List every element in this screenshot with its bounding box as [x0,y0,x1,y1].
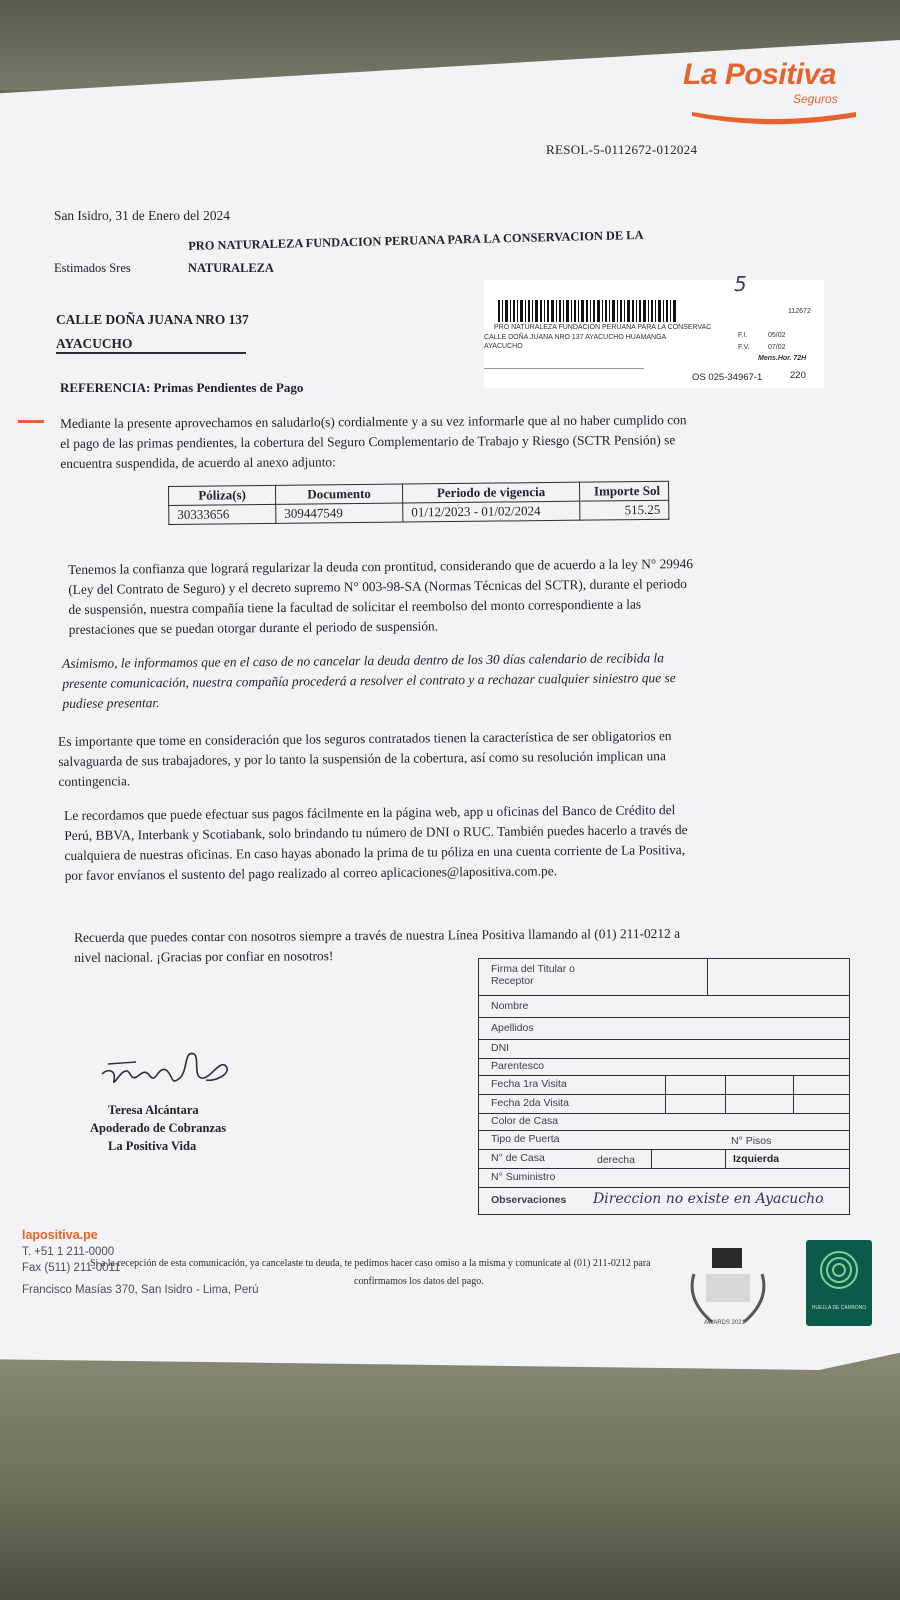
form-label: Nombre [491,1000,529,1012]
footer-phone: T. +51 1 211-0000 [22,1246,115,1258]
label-note: Mens.Hor. 72H [758,355,807,362]
paragraph-line: prestaciones que se puedan otorgar durante el periodo de suspensión. [68,618,439,637]
barcode-icon [498,300,688,322]
label-code: 112672 [788,308,811,315]
recipient-name-line1: PRO NATURALEZA FUNDACION PERUANA PARA LA CONSERVACION DE LA [188,227,644,253]
table-cell: 515.25 [580,500,669,520]
form-row [478,1114,850,1131]
form-row [478,1059,850,1076]
paragraph-line: Le recordamos que puede efectuar sus pagos fácilmente en la página web, app u oficinas del Banco de Crédito del [64,802,676,823]
greeting: Estimados Sres [54,261,131,275]
form-derecha-label: derecha [597,1154,635,1166]
table-cell: 30333656 [169,504,276,524]
brand-subtitle: Seguros [793,92,838,106]
form-label: Fecha 2da Visita [491,1097,570,1109]
form-label: Parentesco [491,1060,545,1072]
label-footer-code: OS 025-34967-1 [692,372,763,383]
form-row [478,1169,850,1188]
reception-form [478,958,850,1215]
table-cell: 309447549 [276,503,403,523]
intro-line: el pago de las primas pendientes, la cobertura del Seguro Complementario de Trabajo y Riesgo (SCTR Pensión) se [60,432,676,451]
label-city: AYACUCHO [484,343,523,350]
paragraph-line: de suspensión, nuestra compañía tiene la facultad de solicitar el reembolso del monto correspondiente a las [68,596,642,617]
table-cell: 01/12/2023 - 01/02/2024 [403,501,580,522]
label-rule [484,368,644,369]
signatory-company: La Positiva Vida [108,1139,197,1153]
paragraph-line: Recuerda que puedes contar con nosotros siempre a través de nuestra Línea Positiva llamando al (01) 211-0212 a [74,925,681,945]
address-label [484,272,824,388]
table-header: Importe Sol [579,481,668,501]
label-fi-key: F.I. [738,332,748,339]
label-handwritten-mark: 5 [734,272,747,296]
award-caption: AWARDS 2021 [704,1320,745,1326]
form-label: N° de Casa [491,1152,545,1164]
paragraph-line: Es importante que tome en consideración que los seguros contratados tienen la característica de ser obligatorios en [58,728,672,749]
reference-line: REFERENCIA: Primas Pendientes de Pago [60,380,304,395]
table-header: Póliza(s) [169,485,276,505]
paragraph-importance [58,724,859,792]
paragraph-line: presente comunicación, nuestra compañía procederá a resolver el contrato y a rechazar cualquier siniestro que se [62,670,676,691]
form-pisos-label: N° Pisos [731,1135,772,1147]
footer-address: Francisco Masías 370, San Isidro - Lima, Perú [22,1284,259,1296]
form-row [478,1018,850,1040]
fold-mark [18,420,44,423]
recipient-city: AYACUCHO [56,336,133,351]
form-row [478,1040,850,1059]
intro-line: encuentra suspendida, de acuerdo al anexo adjunto: [60,454,336,471]
footer-fax: Fax (511) 211-0011 [22,1262,121,1274]
form-row [478,1188,850,1215]
paragraph-line: por favor envíanos el sustento del pago realizado al correo aplicaciones@lapositiva.com.pe. [64,863,558,883]
footer-note-line1: Si a la recepción de esta comunicación, ya cancelaste tu deuda, te pedimos hacer caso omiso a la misma y comunicate al (01) 211-0212 para [90,1258,651,1269]
logo-swoosh-icon [690,104,860,128]
label-fv-value: 07/02 [768,344,786,351]
form-row [478,996,850,1018]
signature-icon [96,1040,236,1100]
paragraph-payment [64,798,865,886]
intro-paragraph [60,409,880,474]
paragraph-line: nivel nacional. ¡Gracias por confiar en nosotros! [74,948,334,965]
form-label: Tipo de Puerta [491,1133,560,1145]
background-surface [0,1340,900,1600]
label-fi-value: 05/02 [768,332,786,339]
city-underline [56,352,246,354]
footer-note-line2: confirmamos los datos del pago. [354,1276,484,1287]
seal-caption: HUELLA DE CARBONO [811,1305,867,1311]
paragraph-warning [62,646,863,714]
resolution-code: RESOL-5-0112672-012024 [546,142,698,157]
label-fv-key: F.V. [738,344,750,351]
form-row [478,1131,850,1150]
form-row [478,959,850,996]
paragraph-line: contingencia. [58,773,131,789]
paragraph-line: Asimismo, le informamos que en el caso de no cancelar la deuda dentro de los 30 días calendario de recibida la [62,650,665,671]
signatory-role: Apoderado de Cobranzas [90,1121,227,1135]
form-label: N° Suministro [491,1171,556,1183]
form-observation-handwritten: Direccion no existe en Ayacucho [593,1191,824,1207]
form-label: Color de Casa [491,1115,559,1127]
recipient-address: CALLE DOÑA JUANA NRO 137 [56,312,249,327]
carbon-seal [806,1240,872,1326]
form-row [478,1076,850,1095]
form-row [478,1095,850,1114]
paragraph-line: cualquiera de nuestras oficinas. En caso hayas abonado la prima de tu póliza en una cuenta corriente de La Positiva, [64,842,686,863]
paragraph-line: Perú, BBVA, Interbank y Scotiabank, solo brindando tu número de DNI o RUC. También puedes hacerlo a través de [64,822,688,843]
label-name: PRO NATURALEZA FUNDACION PERUANA PARA LA CONSERVAC [494,324,712,331]
paragraph-line: pudiese presentar. [62,695,160,711]
paragraph-legal [68,552,869,640]
signatory-name: Teresa Alcántara [108,1103,199,1117]
form-label: DNI [491,1042,510,1054]
recipient-name-line2: NATURALEZA [188,261,274,275]
form-izquierda-label: Izquierda [733,1153,780,1165]
paragraph-line: (Ley del Contrato de Seguro) y el decreto supremo N° 003-98-SA (Normas Técnicas del SCTR), durante el periodo [68,576,688,597]
form-row [478,1150,850,1169]
fingerprint-icon [806,1240,872,1300]
policies-table [168,481,669,525]
label-footer-number: 220 [790,370,806,381]
date-line: San Isidro, 31 de Enero del 2024 [54,208,230,223]
brand-logo: La Positiva [683,58,836,91]
form-label: Fecha 1ra Visita [491,1078,567,1090]
intro-line: Mediante la presente aprovechamos en saludarlo(s) cordialmente y a su vez informarle que al no haber cumplido con [60,412,687,431]
table-header: Documento [275,484,402,504]
label-address: CALLE DOÑA JUANA NRO 137 AYACUCHO HUAMANGA [484,334,667,341]
paragraph-line: Tenemos la confianza que logrará regularizar la deuda con prontitud, considerando que de acuerdo a la ley N° 29946 [68,556,694,577]
award-laurel-icon [682,1244,774,1332]
form-label: Apellidos [491,1022,534,1034]
paragraph-line: salvaguarda de sus trabajadores, y por lo tanto la suspensión de la cobertura, así como su resolución implican una [58,748,666,769]
footer-website: lapositiva.pe [22,1228,98,1242]
form-label: Firma del Titular o Receptor [491,963,576,987]
form-label: Observaciones [491,1194,567,1206]
table-header: Periodo de vigencia [402,482,579,503]
